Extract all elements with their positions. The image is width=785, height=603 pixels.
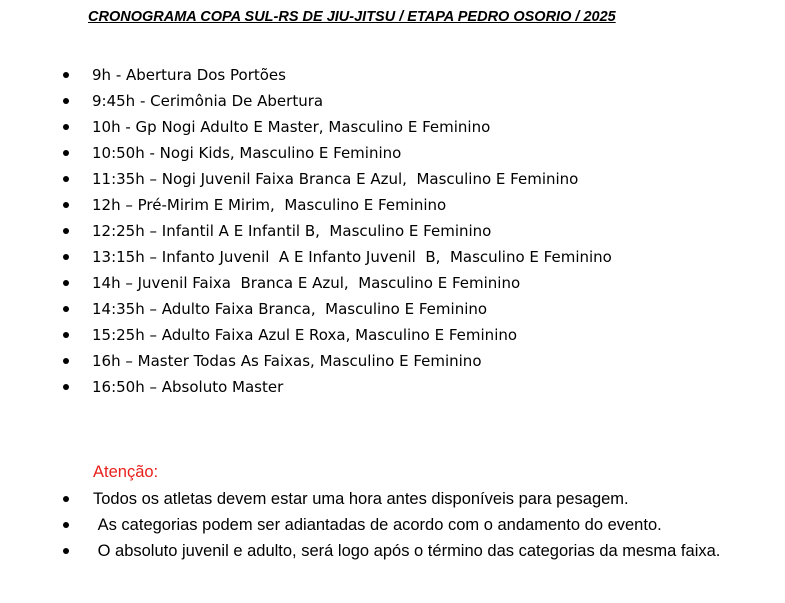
schedule-item — [0, 166, 612, 192]
schedule-item-text: 11:35h – Nogi Juvenil Faixa Branca E Azul, Masculino E Feminino — [92, 170, 579, 188]
schedule-item-text: 10h - Gp Nogi Adulto E Master, Masculino E Feminino — [92, 118, 491, 136]
bullet-icon — [63, 202, 69, 208]
note-item-text: As categorias podem ser adiantadas de acordo com o andamento do evento. — [93, 516, 662, 534]
schedule-item — [0, 348, 612, 374]
note-item — [0, 486, 785, 512]
schedule-item-text: 16:50h – Absoluto Master — [92, 378, 284, 396]
note-item — [0, 538, 785, 564]
schedule-item — [0, 62, 612, 88]
schedule-item — [0, 270, 612, 296]
note-item-text: O absoluto juvenil e adulto, será logo após o término das categorias da mesma faixa. — [93, 542, 721, 560]
bullet-icon — [63, 306, 69, 312]
schedule-item — [0, 218, 612, 244]
schedule-item — [0, 114, 612, 140]
schedule-item — [0, 192, 612, 218]
schedule-item — [0, 140, 612, 166]
bullet-icon — [63, 548, 69, 554]
bullet-icon — [63, 72, 69, 78]
schedule-item-text: 12:25h – Infantil A E Infantil B, Masculino E Feminino — [92, 222, 492, 240]
bullet-icon — [63, 384, 69, 390]
bullet-icon — [63, 280, 69, 286]
schedule-list — [0, 62, 612, 400]
schedule-item-text: 14h – Juvenil Faixa Branca E Azul, Masculino E Feminino — [92, 274, 521, 292]
schedule-item — [0, 88, 612, 114]
bullet-icon — [63, 124, 69, 130]
schedule-item — [0, 374, 612, 400]
notes-list — [0, 486, 785, 564]
schedule-item — [0, 244, 612, 270]
note-item — [0, 512, 785, 538]
schedule-item-text: 12h – Pré-Mirim E Mirim, Masculino E Feminino — [92, 196, 447, 214]
bullet-icon — [63, 254, 69, 260]
bullet-icon — [63, 176, 69, 182]
schedule-item-text: 10:50h - Nogi Kids, Masculino E Feminino — [92, 144, 402, 162]
bullet-icon — [63, 522, 69, 528]
bullet-icon — [63, 358, 69, 364]
schedule-item — [0, 296, 612, 322]
schedule-item — [0, 322, 612, 348]
bullet-icon — [63, 496, 69, 502]
bullet-icon — [63, 332, 69, 338]
bullet-icon — [63, 150, 69, 156]
page-title: CRONOGRAMA COPA SUL-RS DE JIU-JITSU / ETAPA PEDRO OSORIO / 2025 — [88, 9, 616, 25]
schedule-item-text: 16h – Master Todas As Faixas, Masculino E Feminino — [92, 352, 482, 370]
note-item-text: Todos os atletas devem estar uma hora antes disponíveis para pesagem. — [93, 490, 629, 508]
schedule-item-text: 13:15h – Infanto Juvenil A E Infanto Juvenil B, Masculino E Feminino — [92, 248, 612, 266]
schedule-item-text: 15:25h – Adulto Faixa Azul E Roxa, Masculino E Feminino — [92, 326, 518, 344]
schedule-item-text: 14:35h – Adulto Faixa Branca, Masculino E Feminino — [92, 300, 488, 318]
bullet-icon — [63, 228, 69, 234]
bullet-icon — [63, 98, 69, 104]
attention-heading: Atenção: — [93, 463, 159, 481]
schedule-item-text: 9h - Abertura Dos Portões — [92, 66, 286, 84]
schedule-item-text: 9:45h - Cerimônia De Abertura — [92, 92, 324, 110]
